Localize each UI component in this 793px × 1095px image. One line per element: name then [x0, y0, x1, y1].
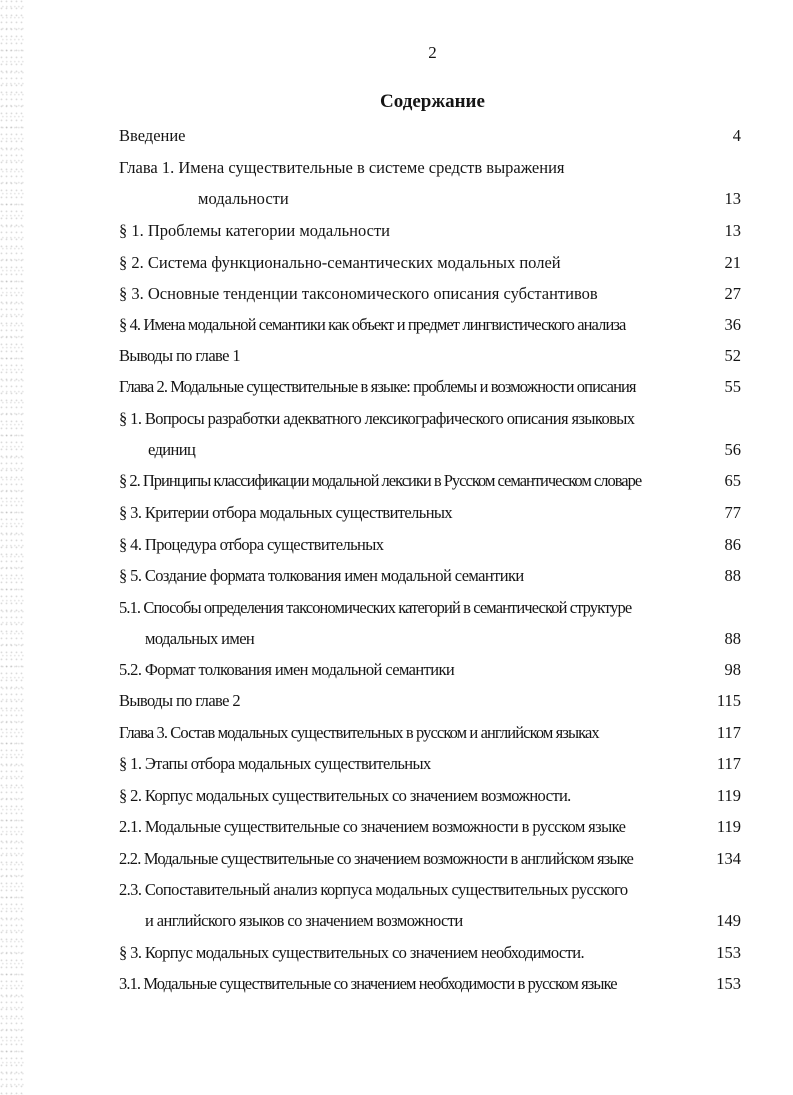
toc-entry-subsection: 2.3. Сопоставительный анализ корпуса модальных существительных русского: [119, 880, 628, 899]
toc-page-number: 86: [724, 535, 741, 554]
toc-page-number: 13: [724, 189, 741, 208]
toc-entry-chapter-3: Глава 3. Состав модальных существительных в русском и английском языках: [119, 723, 599, 742]
toc-entry-section: § 2. Система функционально-семантических модальных полей: [119, 253, 561, 272]
page-number: 2: [428, 43, 437, 62]
toc-entry-subsection: 5.2. Формат толкования имен модальной семантики: [119, 660, 455, 679]
toc-page-number: 55: [724, 377, 741, 396]
toc-page-number: 52: [724, 346, 741, 365]
toc-entry-conclusions-1: Выводы по главе 1: [119, 346, 241, 365]
toc-page-number: 13: [724, 221, 741, 240]
toc-entry-subsection: 2.1. Модальные существительные со значением возможности в русском языке: [119, 817, 626, 836]
toc-page-number: 56: [724, 440, 741, 459]
toc-page-number: 117: [716, 754, 741, 773]
toc-page-number: 65: [724, 471, 741, 490]
toc-page-number: 119: [716, 786, 741, 805]
toc-entry-section: § 1. Этапы отбора модальных существительных: [119, 754, 431, 773]
toc-entry-intro: Введение: [119, 126, 186, 145]
toc-entry-section: § 2. Принципы классификации модальной лексики в Русском семантическом словаре: [119, 471, 642, 490]
toc-entry-subsection-cont: модальных имен: [145, 629, 255, 648]
toc-entry-subsection: 5.1. Способы определения таксономических категорий в семантической структуре: [119, 598, 632, 617]
toc-entry-chapter-1: Глава 1. Имена существительные в системе средств выражения: [119, 158, 565, 177]
toc-entry-section: § 4. Процедура отбора существительных: [119, 535, 384, 554]
toc-page-number: 119: [716, 817, 741, 836]
toc-page-number: 4: [732, 126, 741, 145]
toc-entry-subsection: 3.1. Модальные существительные со значением необходимости в русском языке: [119, 974, 617, 993]
toc-entry-section: § 4. Имена модальной семантики как объект и предмет лингвистического анализа: [119, 315, 626, 334]
toc-entry-section: § 5. Создание формата толкования имен модальной семантики: [119, 566, 524, 585]
toc-entry-chapter-2: Глава 2. Модальные существительные в языке: проблемы и возможности описания: [119, 377, 636, 396]
toc-page-number: 115: [716, 691, 741, 710]
toc-page-number: 21: [724, 253, 741, 272]
toc-entry-section-cont: единиц: [148, 440, 196, 459]
scan-edge-noise: [0, 0, 24, 1095]
toc-page-number: 77: [724, 503, 741, 522]
toc-page-number: 88: [724, 629, 741, 648]
toc-entry-section: § 1. Вопросы разработки адекватного лексикографического описания языковых: [119, 409, 635, 428]
toc-page-number: 153: [716, 974, 741, 993]
toc-entry-conclusions-2: Выводы по главе 2: [119, 691, 241, 710]
toc-page-number: 27: [724, 284, 741, 303]
toc-entry-section: § 1. Проблемы категории модальности: [119, 221, 391, 240]
toc-entry-chapter-1-cont: модальности: [198, 189, 289, 208]
toc-page-number: 88: [724, 566, 741, 585]
toc-page-number: 36: [724, 315, 741, 334]
toc-entry-section: § 2. Корпус модальных существительных со значением возможности.: [119, 786, 571, 805]
toc-entry-section: § 3. Критерии отбора модальных существительных: [119, 503, 453, 522]
toc-page-number: 149: [716, 911, 741, 930]
toc-entry-subsection: 2.2. Модальные существительные со значением возможности в английском языке: [119, 849, 634, 868]
toc-page-number: 153: [716, 943, 741, 962]
toc-entry-subsection-cont: и английского языков со значением возможности: [145, 911, 463, 930]
toc-title: Содержание: [380, 91, 485, 112]
toc-page-number: 134: [716, 849, 741, 868]
toc-entry-section: § 3. Основные тенденции таксономического описания субстантивов: [119, 284, 598, 303]
toc-page-number: 117: [716, 723, 741, 742]
toc-page-number: 98: [724, 660, 741, 679]
toc-entry-section: § 3. Корпус модальных существительных со значением необходимости.: [119, 943, 585, 962]
